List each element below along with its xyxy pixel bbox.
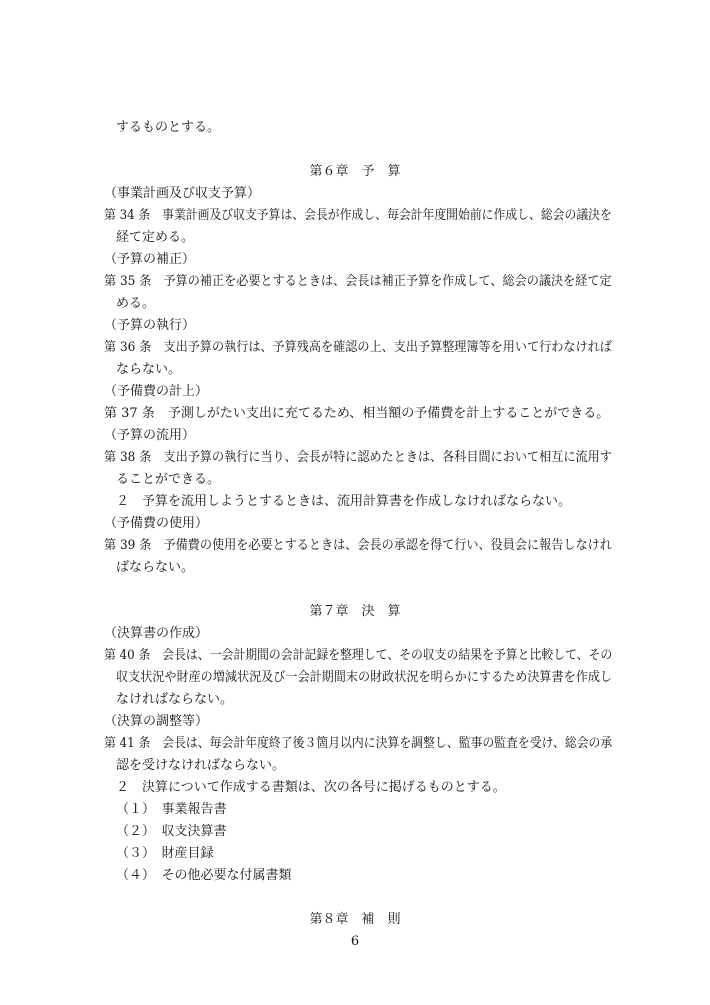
article-35-text: 予算の補正を必要とするときは、会長は補正予算を作成して、総会の議決を経て定: [163, 274, 612, 289]
article-34-line-1: [104, 207, 612, 225]
article-36-line-2: ならない。: [116, 362, 182, 377]
chapter-6-title: 第６章 予 算: [309, 164, 401, 179]
article-38-line-1: [104, 449, 612, 467]
article-38-paragraph-2: ２ 予算を流用しようとするときは、流用計算書を作成しなければならない。: [116, 494, 572, 509]
page-number: 6: [350, 934, 360, 949]
article-40-line-3: なければならない。: [116, 692, 234, 707]
heading-art-40: （決算書の作成）: [104, 626, 209, 641]
article-39-line-2: ばならない。: [116, 560, 195, 575]
article-34-text: 事業計画及び収支予算は、会長が作成し、毎会計年度開始前に作成し、総会の議決を: [162, 208, 612, 223]
article-36-number: 第 36 条: [104, 340, 152, 355]
article-41-number: 第 41 条: [104, 736, 151, 751]
heading-art-36: （予算の執行）: [104, 318, 196, 333]
article-41-paragraph-2: ２ 決算について作成する書類は、次の各号に掲げるものとする。: [116, 780, 506, 795]
article-38-text: 支出予算の執行に当り、会長が特に認めたときは、各科目間において相互に流用す: [163, 450, 612, 465]
article-37-line-1: [104, 405, 609, 423]
article-39-line-1: [104, 537, 612, 555]
article-37-number: 第 37 条: [104, 406, 155, 421]
article-38-line-2: ることができる。: [116, 472, 221, 487]
article-41-line-1: [104, 735, 612, 753]
article-39-text: 予備費の使用を必要とするときは、会長の承認を得て行い、役員会に報告しなけれ: [163, 538, 612, 553]
article-35-line-1: [104, 273, 612, 291]
heading-art-35: （予算の補正）: [104, 252, 196, 267]
continuation-text: するものとする。: [116, 120, 221, 135]
heading-art-34: （事業計画及び収支予算）: [104, 186, 261, 201]
heading-art-38: （予算の流用）: [104, 428, 196, 443]
chapter-7-title: 第７章 決 算: [309, 604, 401, 619]
chapter-8-title: 第８章 補 則: [309, 912, 401, 927]
heading-art-41: （決算の調整等）: [104, 714, 209, 729]
article-36-line-1: [104, 339, 612, 357]
article-40-line-2: 収支状況や財産の増減状況及び一会計期間末の財政状況を明らかにするため決算書を作成し: [116, 670, 613, 685]
article-39-number: 第 39 条: [104, 538, 152, 553]
article-35-number: 第 35 条: [104, 274, 152, 289]
list-item: （３） 財産目録: [116, 846, 214, 861]
heading-art-39: （予備費の使用）: [104, 516, 209, 531]
list-item: （１） 事業報告書: [116, 802, 227, 817]
article-40-line-1: [104, 647, 612, 665]
article-36-text: 支出予算の執行は、予算残高を確認の上、支出予算整理簿等を用いて行わなければ: [163, 340, 612, 355]
article-38-number: 第 38 条: [104, 450, 152, 465]
article-37-text: 予測しがたい支出に充てるため、相当額の予備費を計上することができる。: [167, 406, 610, 421]
list-item: （２） 収支決算書: [116, 824, 227, 839]
article-40-text: 会長は、一会計期間の会計記録を整理して、その収支の結果を予算と比較して、その: [162, 648, 613, 663]
list-item: （４） その他必要な付属書類: [116, 868, 292, 883]
article-41-text: 会長は、毎会計年度終了後３箇月以内に決算を調整し、監事の監査を受け、総会の承: [162, 736, 613, 751]
article-40-number: 第 40 条: [104, 648, 151, 663]
article-34-number: 第 34 条: [104, 208, 151, 223]
article-35-line-2: める。: [116, 296, 156, 311]
article-34-line-2: 経て定める。: [116, 230, 195, 245]
heading-art-37: （予備費の計上）: [104, 384, 209, 399]
article-41-line-2: 認を受けなければならない。: [116, 758, 286, 773]
